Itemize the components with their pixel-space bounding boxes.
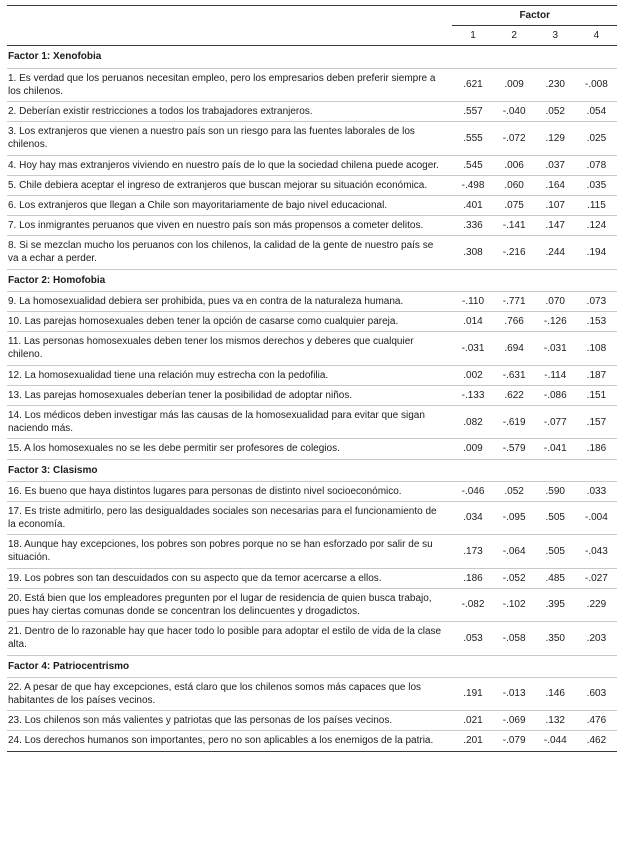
loading-value: .129 <box>545 132 565 144</box>
section-title: Factor 3: Clasismo <box>8 464 98 476</box>
empty-corner-cell <box>7 6 452 26</box>
loading-value: -.052 <box>502 572 526 584</box>
table-row <box>7 501 617 534</box>
item-text: 17. Es triste admitirlo, pero las desigualdades sociales son necesarias para el funcionamiento de la economía. <box>8 505 437 531</box>
loading-value: .230 <box>545 79 565 91</box>
loading-value: .476 <box>586 715 607 727</box>
section-header-row <box>7 459 617 481</box>
loading-value: -.072 <box>502 132 526 144</box>
loading-value: .555 <box>463 132 483 144</box>
factor-span-row <box>7 6 617 26</box>
table-row <box>7 711 617 731</box>
table-row <box>7 405 617 438</box>
table-row <box>7 535 617 568</box>
table-row <box>7 216 617 236</box>
loading-value: .244 <box>545 246 565 258</box>
loading-value: .557 <box>463 105 483 117</box>
table-row <box>7 731 617 751</box>
table-row <box>7 122 617 155</box>
loading-value: .164 <box>545 179 565 191</box>
loading-value: .621 <box>463 79 483 91</box>
loading-value: .157 <box>586 416 607 428</box>
table-row <box>7 312 617 332</box>
loading-value: .082 <box>463 416 483 428</box>
loading-value: .151 <box>586 389 607 401</box>
loading-value: -.046 <box>461 485 485 497</box>
loading-value: -.013 <box>502 688 526 700</box>
loading-value: -.619 <box>502 416 526 428</box>
item-text: 21. Dentro de lo razonable hay que hacer todo lo posible para adoptar el estilo de vida de la clase alta. <box>8 626 442 651</box>
loading-value: -.031 <box>543 342 567 354</box>
loading-value: -.069 <box>502 715 526 727</box>
loading-value: .153 <box>586 316 607 327</box>
item-text: 23. Los chilenos son más valientes y patriotas que las personas de los países vecinos. <box>8 715 393 727</box>
loading-value: .014 <box>463 316 483 327</box>
column-header-4: 4 <box>576 26 617 46</box>
loading-value: -.771 <box>502 295 526 307</box>
loading-value: -.004 <box>585 512 608 524</box>
section-title: Factor 1: Xenofobia <box>8 51 102 63</box>
table-row <box>7 236 617 269</box>
item-text: 14. Los médicos deben investigar más las causas de la homosexualidad para evitar que sigan naciendo más. <box>8 409 425 435</box>
loading-value: .054 <box>586 105 607 117</box>
loading-value: .694 <box>504 342 524 354</box>
loading-value: .108 <box>586 342 607 354</box>
loading-value: .034 <box>463 512 483 524</box>
loading-value: .485 <box>545 572 565 584</box>
loading-value: .203 <box>586 632 607 644</box>
table-row <box>7 101 617 121</box>
loading-value: .021 <box>463 715 483 727</box>
table-row <box>7 195 617 215</box>
loading-value: -.114 <box>544 369 567 381</box>
table-body <box>7 46 617 751</box>
loading-value: .009 <box>504 79 524 91</box>
loading-value: .060 <box>504 179 524 191</box>
loading-value: .186 <box>586 443 607 455</box>
table-row <box>7 291 617 311</box>
column-header-2: 2 <box>494 26 535 46</box>
table-row <box>7 439 617 459</box>
loading-value: -.095 <box>502 512 526 524</box>
table-row <box>7 365 617 385</box>
loading-value: .229 <box>586 599 607 611</box>
item-text: 2. Deberían existir restricciones a todos los trabajadores extranjeros. <box>8 105 313 117</box>
loading-value: .505 <box>545 545 565 557</box>
loading-value: .037 <box>545 159 565 171</box>
loading-value: .308 <box>463 246 483 258</box>
loading-value: .401 <box>463 199 483 211</box>
empty-item-header <box>7 26 452 46</box>
loading-value: -.008 <box>585 79 608 91</box>
table-row <box>7 677 617 710</box>
loading-value: .146 <box>545 688 565 700</box>
table-row <box>7 68 617 101</box>
loading-value: -.064 <box>502 545 526 557</box>
loading-value: .073 <box>586 295 607 307</box>
loading-value: -.631 <box>502 369 526 381</box>
loading-value: .395 <box>545 599 565 611</box>
item-text: 15. A los homosexuales no se les debe permitir ser profesores de colegios. <box>8 443 340 455</box>
item-text: 22. A pesar de que hay excepciones, está claro que los chilenos somos más capaces que los habitantes de los países vecinos. <box>8 681 422 706</box>
table-row <box>7 332 617 365</box>
loading-value: .766 <box>504 316 524 327</box>
loading-value: -.498 <box>461 179 485 191</box>
column-header-3: 3 <box>535 26 576 46</box>
loading-value: .545 <box>463 159 483 171</box>
loading-value: .124 <box>586 220 607 232</box>
loading-value: .009 <box>463 443 483 455</box>
item-text: 11. Las personas homosexuales deben tener los mismos derechos y deberes que cualquier chileno. <box>8 336 414 361</box>
loading-value: .187 <box>586 369 607 381</box>
loading-value: -.133 <box>461 389 485 401</box>
item-text: 3. Los extranjeros que vienen a nuestro país son un riesgo para las fuentes laborales de los chilenos. <box>8 126 415 151</box>
table-header <box>7 6 617 46</box>
table-row <box>7 622 617 655</box>
item-text: 13. Las parejas homosexuales deberían tener la posibilidad de adoptar niños. <box>8 389 353 401</box>
loading-value: .132 <box>545 715 565 727</box>
table-row <box>7 568 617 588</box>
loading-value: .186 <box>463 572 483 584</box>
table-row <box>7 155 617 175</box>
table-row <box>7 385 617 405</box>
item-text: 20. Está bien que los empleadores pregunten por el lugar de residencia de quien busca trabajo, pues hay ciertas comunas donde se concentran los delincuentes y drogadictos. <box>8 592 432 617</box>
loading-value: .025 <box>586 132 607 144</box>
loading-value: .035 <box>586 179 607 191</box>
item-text: 8. Si se mezclan mucho los peruanos con los chilenos, la calidad de la gente de nuestro país se va a echar a perder. <box>8 240 434 265</box>
loading-value: -.044 <box>543 735 567 747</box>
loading-value: .107 <box>545 199 565 211</box>
table-row <box>7 175 617 195</box>
loading-value: -.141 <box>502 220 526 232</box>
section-header-row <box>7 269 617 291</box>
column-header-1: 1 <box>452 26 493 46</box>
loading-value: .053 <box>463 632 483 644</box>
section-header-row <box>7 46 617 68</box>
loading-value: .052 <box>545 105 565 117</box>
loading-value: .006 <box>504 159 524 171</box>
loading-value: .194 <box>586 246 607 258</box>
factor-group-header: Factor <box>452 6 617 26</box>
item-text: 10. Las parejas homosexuales deben tener la opción de casarse como cualquier pareja. <box>8 316 399 327</box>
loading-value: -.082 <box>461 599 485 611</box>
item-text: 1. Es verdad que los peruanos necesitan empleo, pero los empresarios deben preferir siempre a los chilenos. <box>8 72 436 97</box>
loading-value: .350 <box>545 632 565 644</box>
table-row <box>7 588 617 621</box>
item-text: 6. Los extranjeros que llegan a Chile son mayoritariamente de bajo nivel educacional. <box>8 199 388 211</box>
loading-value: -.102 <box>502 599 526 611</box>
loading-value: .191 <box>463 688 483 700</box>
loading-value: .070 <box>545 295 565 307</box>
loading-value: .590 <box>545 485 565 497</box>
loading-value: .147 <box>545 220 565 232</box>
loading-value: -.041 <box>543 443 567 455</box>
item-text: 7. Los inmigrantes peruanos que viven en nuestro país son más propensos a cometer delitos. <box>8 220 424 232</box>
loading-value: -.043 <box>585 545 608 557</box>
loading-value: .336 <box>463 220 483 232</box>
section-header-row <box>7 655 617 677</box>
loading-value: -.079 <box>502 735 526 747</box>
loading-value: .462 <box>586 735 607 747</box>
section-title: Factor 4: Patriocentrismo <box>8 660 130 672</box>
loading-value: .622 <box>504 389 524 401</box>
loading-value: -.027 <box>585 572 608 584</box>
loading-value: .115 <box>587 199 606 211</box>
section-title: Factor 2: Homofobia <box>8 274 106 286</box>
loading-value: .505 <box>545 512 565 524</box>
loading-value: -.216 <box>502 246 526 258</box>
loading-value: -.086 <box>543 389 567 401</box>
item-text: 9. La homosexualidad debiera ser prohibida, pues va en contra de la naturaleza humana. <box>8 295 404 307</box>
loading-value: -.126 <box>543 316 567 327</box>
column-number-row <box>7 26 617 46</box>
item-text: 4. Hoy hay mas extranjeros viviendo en nuestro país de lo que la sociedad chilena puede acoger. <box>8 159 439 171</box>
loading-value: -.579 <box>502 443 526 455</box>
loading-value: .033 <box>586 485 607 497</box>
loading-value: .075 <box>504 199 524 211</box>
loading-value: .173 <box>463 545 483 557</box>
item-text: 18. Aunque hay excepciones, los pobres son pobres porque no se han esforzado por salir de su situación. <box>8 539 433 564</box>
loading-value: .002 <box>463 369 483 381</box>
table-row <box>7 481 617 501</box>
loading-value: -.031 <box>461 342 485 354</box>
item-text: 12. La homosexualidad tiene una relación muy estrecha con la pedofilia. <box>8 369 329 381</box>
loading-value: -.058 <box>502 632 526 644</box>
loading-value: -.110 <box>461 295 485 307</box>
factor-loadings-table <box>7 5 617 752</box>
loading-value: .201 <box>463 735 483 747</box>
item-text: 19. Los pobres son tan descuidados con su aspecto que da temor acercarse a ellos. <box>8 572 382 584</box>
item-text: 24. Los derechos humanos son importantes, pero no son aplicables a los enemigos de la patria. <box>8 735 434 747</box>
item-text: 16. Es bueno que haya distintos lugares para personas de distinto nivel socioeconómico. <box>8 485 402 497</box>
loading-value: .052 <box>504 485 524 497</box>
item-text: 5. Chile debiera aceptar el ingreso de extranjeros que buscan mejorar su situación económica. <box>8 179 428 191</box>
loading-value: .603 <box>586 688 607 700</box>
loading-value: -.040 <box>502 105 526 117</box>
loading-value: .078 <box>586 159 607 171</box>
loading-value: -.077 <box>543 416 567 428</box>
